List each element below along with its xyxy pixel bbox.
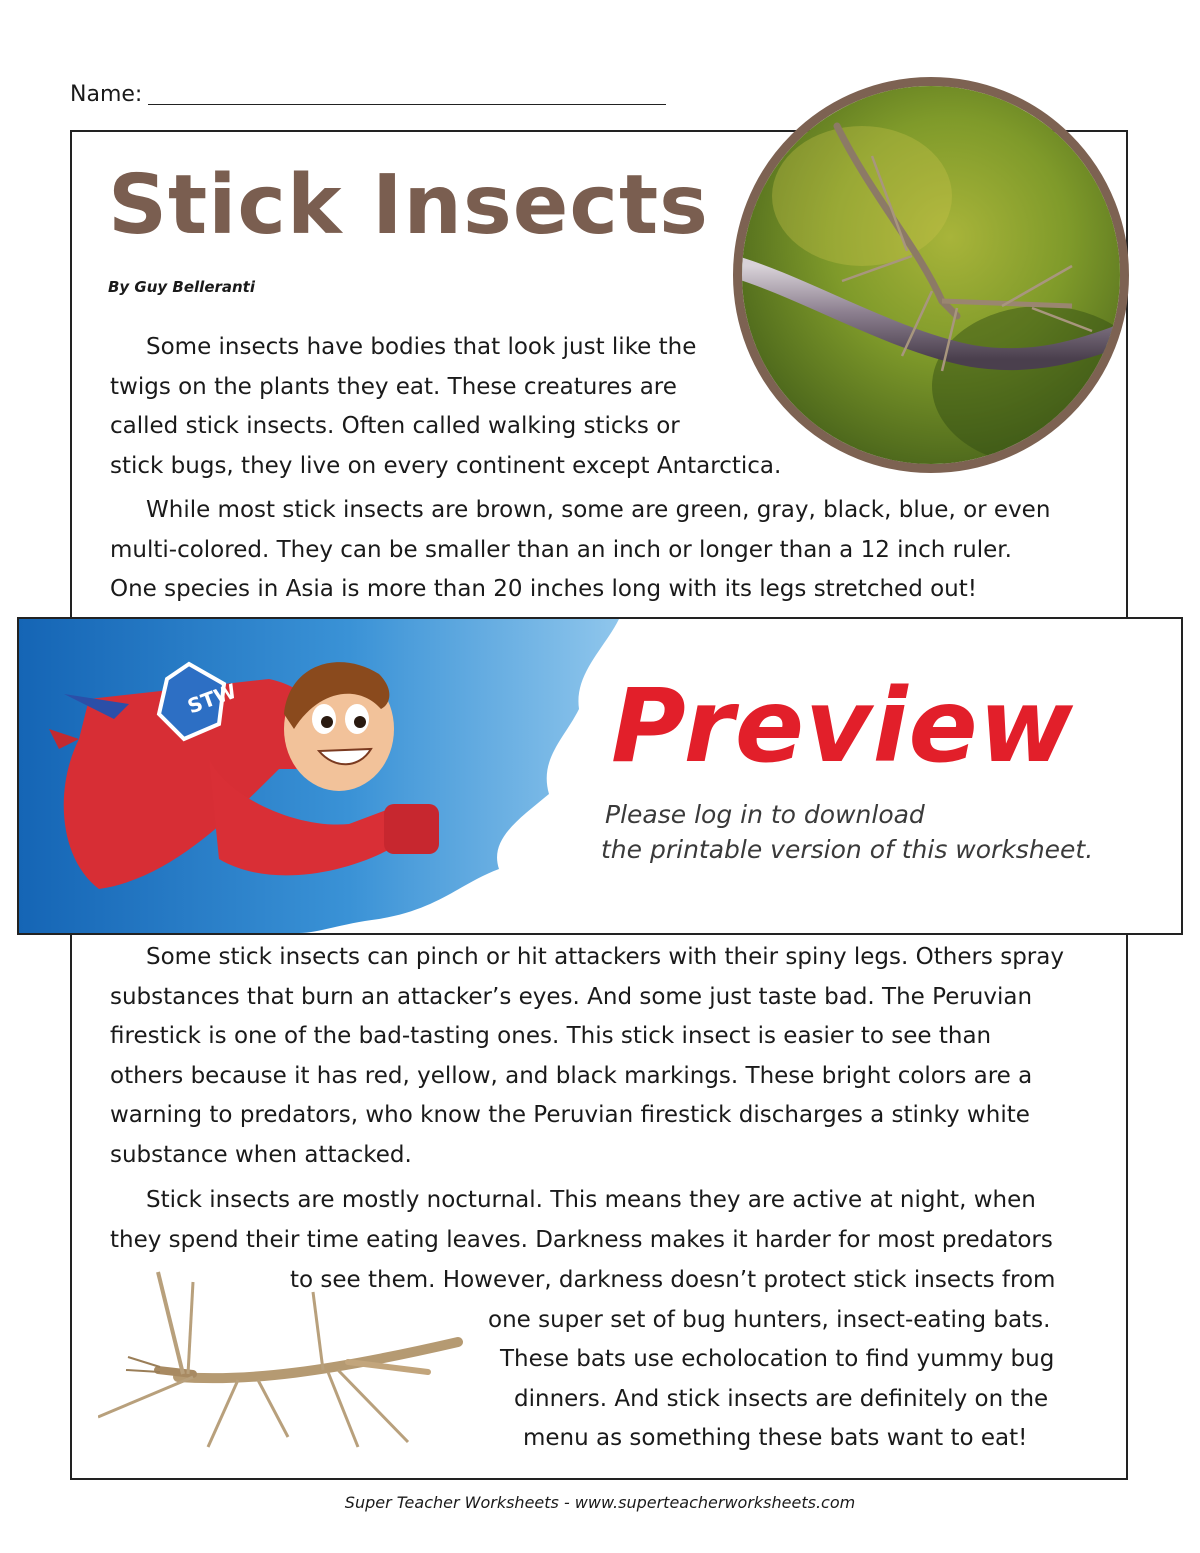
p2-line-1: While most stick insects are brown, some are green, gray, black, blue, or even: [146, 497, 1051, 523]
p4-line-6: dinners. And stick insects are definitely on the: [514, 1386, 1049, 1412]
paragraph-1: [110, 328, 781, 486]
p2-line-2: multi-colored. They can be smaller than an inch or longer than a 12 inch ruler.: [110, 536, 1012, 563]
p4-line-1: Stick insects are mostly nocturnal. This means they are active at night, when: [146, 1187, 1036, 1213]
preview-message-line-2: the printable version of this worksheet.: [601, 835, 1094, 864]
p3-line-4: others because it has red, yellow, and black markings. These bright colors are a: [110, 1062, 1033, 1089]
paragraph-2: [110, 491, 1050, 610]
p1-line-2: twigs on the plants they eat. These creatures are: [110, 373, 677, 400]
p4-line-5: These bats use echolocation to find yummy bug: [500, 1346, 1055, 1372]
p4-line-3: to see them. However, darkness doesn’t protect stick insects from: [290, 1267, 1056, 1293]
p3-line-2: substances that burn an attacker’s eyes. And some just taste bad. The Peruvian: [110, 983, 1033, 1010]
name-label: Name:: [70, 82, 143, 107]
preview-heading: Preview: [611, 667, 1074, 786]
stick-insect-on-twig-image: [742, 86, 1120, 464]
preview-banner[interactable]: [17, 617, 1183, 935]
p3-line-6: substance when attacked.: [110, 1141, 412, 1168]
preview-login-message: [601, 797, 1093, 867]
p1-line-3: called stick insects. Often called walking sticks or: [110, 413, 680, 440]
name-field: [70, 82, 666, 107]
p1-line-4: stick bugs, they live on every continent except Antarctica.: [110, 452, 782, 479]
p3-line-5: warning to predators, who know the Peruvian firestick discharges a stinky white: [110, 1102, 1030, 1129]
p4-line-7: menu as something these bats want to eat!: [523, 1425, 1028, 1451]
p4-line-4: one super set of bug hunters, insect-eating bats.: [488, 1307, 1051, 1333]
preview-message-line-1: Please log in to download: [605, 800, 925, 829]
p2-line-3: One species in Asia is more than 20 inches long with its legs stretched out!: [110, 576, 977, 603]
name-blank-line: [148, 104, 666, 105]
mascot-badge-text: STW: [184, 678, 240, 719]
p1-line-1: Some insects have bodies that look just like the: [146, 334, 697, 360]
p4-line-2: they spend their time eating leaves. Darkness makes it harder for most predators: [110, 1227, 1053, 1253]
worksheet-title: Stick Insects: [108, 158, 709, 253]
p3-line-1: Some stick insects can pinch or hit attackers with their spiny legs. Others spray: [146, 944, 1064, 970]
stick-insect-image: [98, 1262, 498, 1462]
byline: By Guy Belleranti: [108, 278, 255, 296]
paragraph-3: [110, 938, 1064, 1176]
p3-line-3: firestick is one of the bad-tasting ones. This stick insect is easier to see than: [110, 1023, 992, 1050]
stick-insect-photo-circle: [733, 77, 1129, 473]
page-footer: Super Teacher Worksheets - www.superteacherworksheets.com: [344, 1493, 856, 1512]
